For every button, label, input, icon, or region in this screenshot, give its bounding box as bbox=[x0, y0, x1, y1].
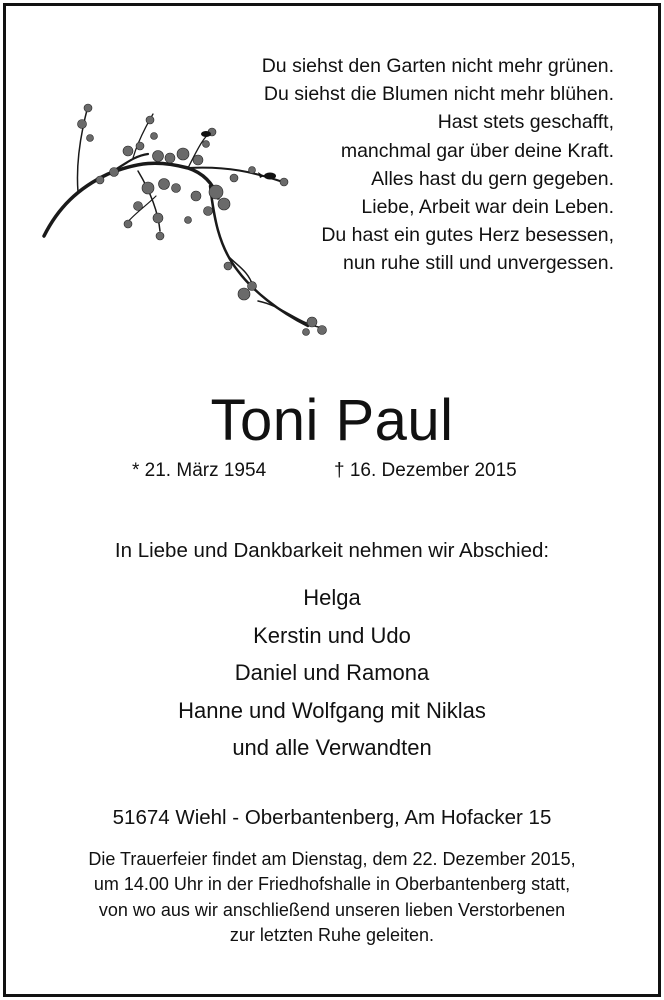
poem bbox=[194, 52, 614, 278]
poem-line: Du siehst den Garten nicht mehr grünen. bbox=[261, 55, 614, 77]
address: 51674 Wiehl - Oberbantenberg, Am Hofacker 15 bbox=[112, 806, 552, 829]
mourner-entry: Daniel und Ramona bbox=[234, 660, 430, 685]
poem-line: nun ruhe still und unvergessen. bbox=[342, 252, 614, 275]
mourner-entry: und alle Verwandten bbox=[232, 735, 432, 760]
service-line: von wo aus wir anschließend unseren lieben Verstorbenen bbox=[98, 899, 566, 920]
poem-line: manchmal gar über deine Kraft. bbox=[340, 139, 614, 162]
farewell-intro: In Liebe und Dankbarkeit nehmen wir Abschied: bbox=[114, 539, 550, 562]
service-line: Die Trauerfeier findet am Dienstag, dem 22. Dezember 2015, bbox=[88, 849, 576, 869]
service-line: um 14.00 Uhr in der Friedhofshalle in Oberbantenberg statt, bbox=[93, 874, 571, 895]
deceased-name: Toni Paul bbox=[210, 388, 454, 453]
death-date: † 16. Dezember 2015 bbox=[334, 460, 517, 481]
mourner-entry: Helga bbox=[303, 585, 361, 610]
birth-date: * 21. März 1954 bbox=[132, 460, 267, 481]
mourners-list bbox=[0, 579, 664, 767]
poem-line: Du siehst die Blumen nicht mehr blühen. bbox=[263, 83, 614, 106]
poem-line: Hast stets geschafft, bbox=[437, 111, 614, 134]
funeral-service-info bbox=[0, 847, 664, 948]
poem-line: Alles hast du gern gegeben. bbox=[371, 167, 614, 190]
mourner-entry: Kerstin und Udo bbox=[253, 622, 411, 648]
service-line: zur letzten Ruhe geleiten. bbox=[229, 924, 435, 945]
poem-line: Liebe, Arbeit war dein Leben. bbox=[361, 196, 614, 219]
poem-line: Du hast ein gutes Herz besessen, bbox=[321, 224, 614, 247]
mourner-entry: Hanne und Wolfgang mit Niklas bbox=[178, 697, 486, 723]
